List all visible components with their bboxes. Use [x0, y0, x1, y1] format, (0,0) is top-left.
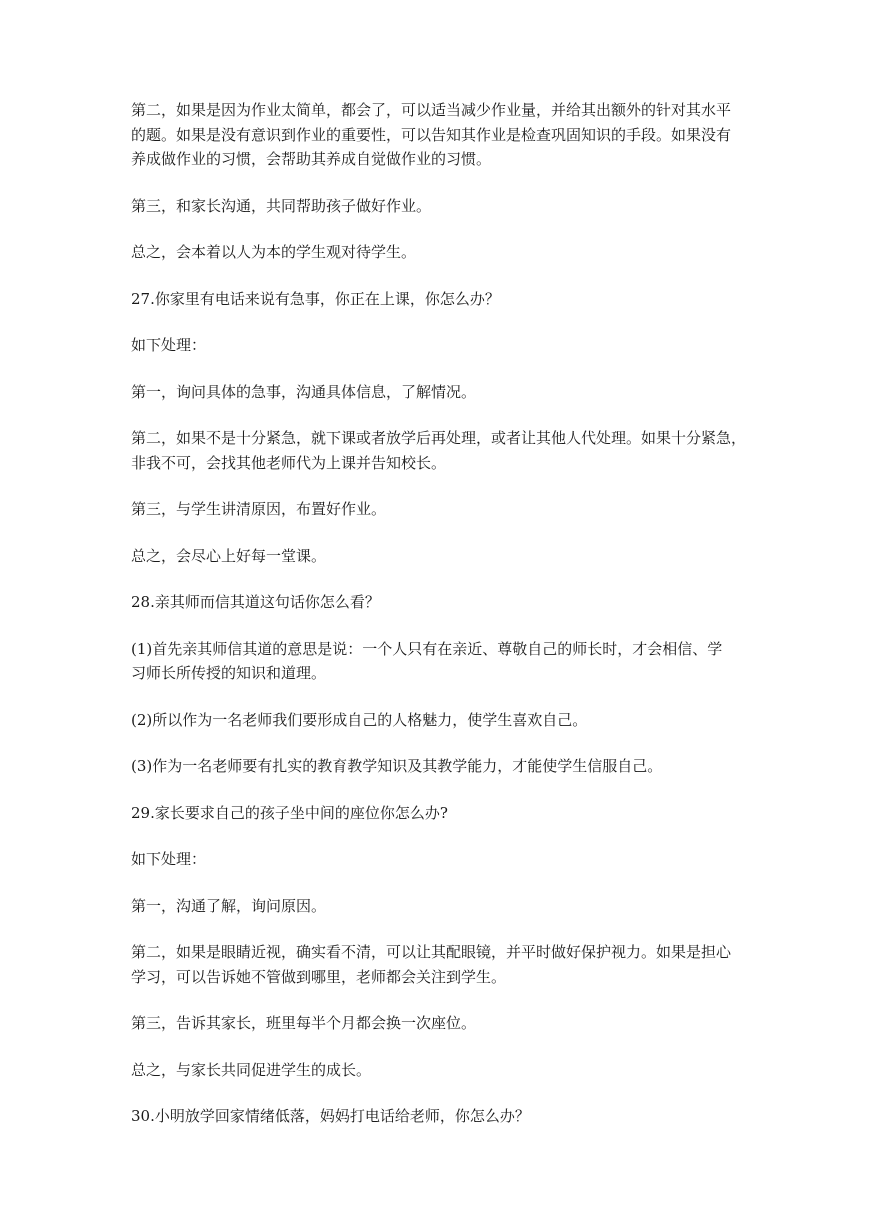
paragraph-answer-26-second — [131, 98, 746, 172]
paragraph-answer-29-summary — [131, 1058, 746, 1083]
paragraph-answer-27-summary — [131, 544, 746, 569]
text-line: 第二，如果是因为作业太简单，都会了，可以适当减少作业量，并给其出额外的针对其水平 — [131, 101, 732, 119]
question-27-heading — [131, 287, 746, 312]
text-line: 27.你家里有电话来说有急事，你正在上课，你怎么办？ — [131, 289, 500, 308]
text-line: 非我不可，会找其他老师代为上课并告知校长。 — [131, 453, 447, 472]
text-line: (3)作为一名老师要有扎实的教育教学知识及其教学能力，才能使学生信服自己。 — [131, 757, 663, 775]
text-line: 29.家长要求自己的孩子坐中间的座位你怎么办? — [131, 803, 448, 822]
paragraph-answer-27-intro — [131, 333, 746, 358]
document-body — [131, 98, 746, 1151]
paragraph-answer-28-point-2 — [131, 708, 746, 733]
paragraph-answer-29-third — [131, 1011, 746, 1036]
text-line: (2)所以作为一名老师我们要形成自己的人格魅力，使学生喜欢自己。 — [131, 710, 588, 729]
text-line: 第一，沟通了解，询问原因。 — [131, 896, 327, 915]
text-line: 第三，与学生讲清原因，布置好作业。 — [131, 500, 387, 518]
paragraph-answer-28-point-1 — [131, 637, 746, 686]
text-line: 养成做作业的习惯，会帮助其养成自觉做作业的习惯。 — [131, 150, 492, 168]
text-line: 习师长所传授的知识和道理。 — [131, 664, 327, 682]
paragraph-answer-26-summary — [131, 240, 746, 265]
text-line: 第二，如果不是十分紧急，就下课或者放学后再处理，或者让其他人代处理。如果十分紧急， — [131, 429, 747, 447]
text-line: 第二，如果是眼睛近视，确实看不清，可以让其配眼镜，并平时做好保护视力。如果是担心 — [131, 943, 732, 961]
text-line: 总之，与家长共同促进学生的成长。 — [131, 1060, 372, 1079]
paragraph-answer-29-second — [131, 940, 746, 989]
text-line: 如下处理： — [131, 850, 207, 868]
paragraph-answer-27-third — [131, 497, 746, 522]
text-line: 的题。如果是没有意识到作业的重要性，可以告知其作业是检查巩固知识的手段。如果没有 — [131, 125, 732, 144]
text-line: 第三，和家长沟通，共同帮助孩子做好作业。 — [131, 196, 432, 215]
paragraph-answer-26-third — [131, 194, 746, 219]
paragraph-answer-28-point-3 — [131, 754, 746, 779]
question-29-heading — [131, 801, 746, 826]
text-line: 第三，告诉其家长，班里每半个月都会换一次座位。 — [131, 1014, 477, 1032]
text-line: 学习，可以告诉她不管做到哪里，老师都会关注到学生。 — [131, 967, 507, 986]
paragraph-answer-27-second — [131, 426, 746, 475]
question-28-heading — [131, 590, 746, 615]
text-line: 如下处理： — [131, 336, 207, 354]
text-line: 总之，会本着以人为本的学生观对待学生。 — [131, 243, 417, 261]
text-line: 总之，会尽心上好每一堂课。 — [131, 546, 327, 565]
text-line: 28.亲其师而信其道这句话你怎么看？ — [131, 593, 380, 611]
paragraph-answer-27-first — [131, 380, 746, 405]
paragraph-answer-29-intro — [131, 847, 746, 872]
text-line: 30.小明放学回家情绪低落，妈妈打电话给老师，你怎么办？ — [131, 1107, 530, 1125]
question-30-heading — [131, 1104, 746, 1129]
paragraph-answer-29-first — [131, 894, 746, 919]
text-line: (1)首先亲其师信其道的意思是说：一个人只有在亲近、尊敬自己的师长时，才会相信、学 — [131, 639, 723, 658]
text-line: 第一，询问具体的急事，沟通具体信息，了解情况。 — [131, 382, 477, 401]
